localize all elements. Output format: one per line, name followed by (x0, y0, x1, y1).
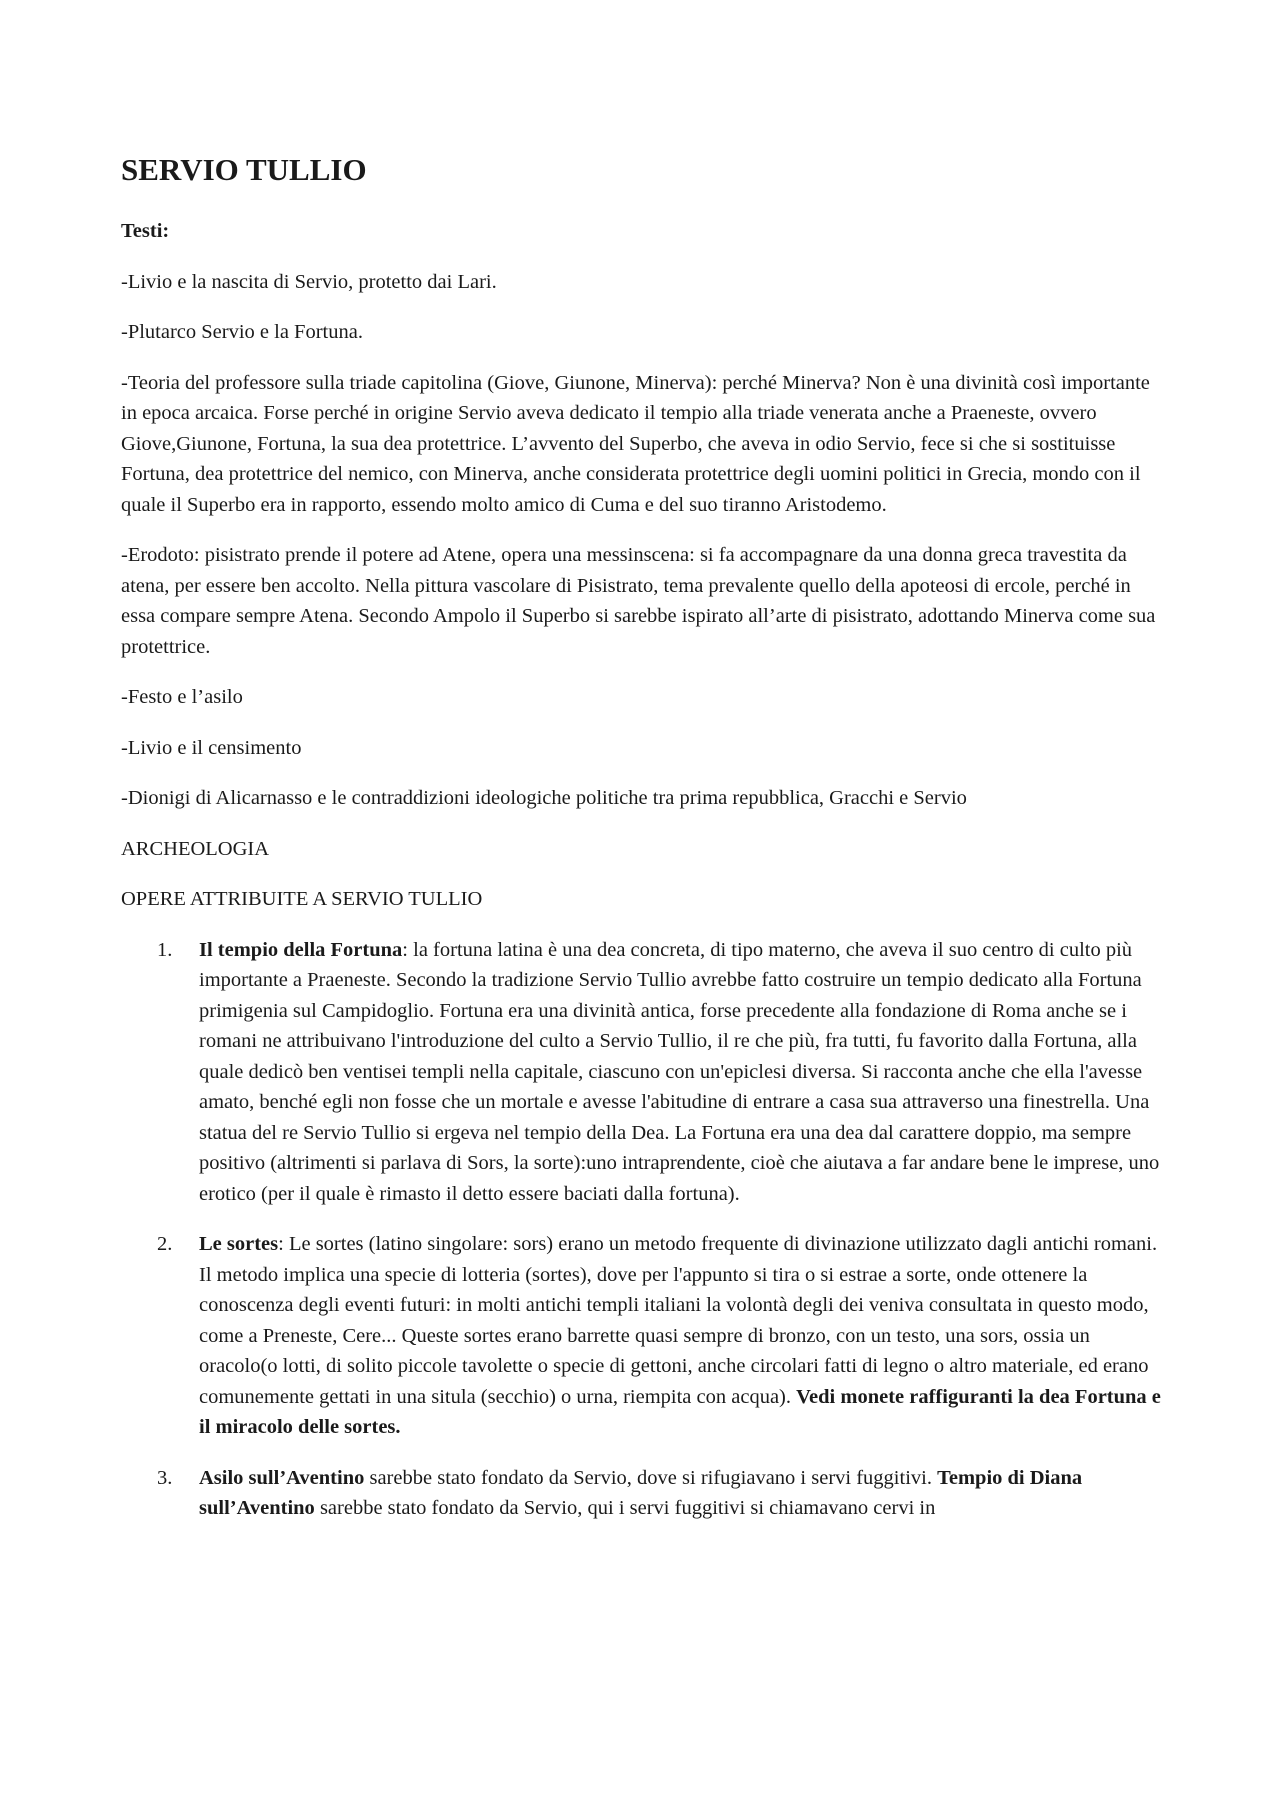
list-number: 1. (157, 938, 173, 961)
paragraph-teoria-triade: -Teoria del professore sulla triade capitolina (Giove, Giunone, Minerva): perché Minerva? Non è una divinità così importante in epoca arcaica. Forse perché in origine Servio aveva dedicato il tempio alla triade venerata anche a Praeneste, ovvero Giove,Giunone, Fortuna, la sua dea protettrice. L’avvento del Superbo, che aveva in odio Servio, fece si che si sostituisse Fortuna, dea protettrice del nemico, con Minerva, anche considerata protettrice degli uomini politici in Grecia, mondo con il quale il Superbo era in rapporto, essendo molto amico di Cuma e del suo tiranno Aristodemo. (121, 371, 1150, 516)
paragraph-erodoto: -Erodoto: pisistrato prende il potere ad Atene, opera una messinscena: si fa accompagnare da una donna greca travestita da atena, per essere ben accolto. Nella pittura vascolare di Pisistrato, tema prevalente quello della apoteosi di ercole, perché in essa compare sempre Atena. Secondo Ampolo il Superbo si sarebbe ispirato all’arte di pisistrato, adottando Minerva come sua protettrice. (121, 544, 1156, 658)
archeologia-heading: ARCHEOLOGIA (121, 837, 270, 860)
document-page (121, 150, 1163, 1544)
list-item-bold-mid: Tempio di Diana sull’Aventino (199, 1466, 1083, 1519)
list-item-lead: Il tempio della Fortuna (199, 938, 403, 961)
list-item-text: : la fortuna latina è una dea concreta, di tipo materno, che aveva il suo centro di culto più importante a Praeneste. Secondo la tradizione Servio Tullio avrebbe fatto costruire un tempio dedicato alla Fortuna primigenia sul Campidoglio. Fortuna era una divinità antica, forse precedente alla fondazione di Roma anche se i romani ne attribuivano l'introduzione del culto a Servio Tullio, il re che più, fra tutti, fu favorito dalla Fortuna, alla quale dedicò ben ventisei templi nella capitale, ciascuno con un'epiclesi diversa. Si racconta anche che ella l'avesse amato, benché egli non fosse che un mortale e avesse l'abitudine di entrare a casa sua attraverso una finestrella. Una statua del re Servio Tullio si ergeva nel tempio della Dea. La Fortuna era una dea dal carattere doppio, ma sempre positivo (altrimenti si parlava di Sors, la sorte):uno intraprendente, cioè che aiutava a far andare bene le imprese, uno erotico (per il quale è rimasto il detto essere baciati dalla fortuna). (199, 938, 1160, 1205)
paragraph-plutarco: -Plutarco Servio e la Fortuna. (121, 321, 363, 343)
paragraph-livio-nascita: -Livio e la nascita di Servio, protetto dai Lari. (121, 270, 497, 293)
paragraph-dionigi: -Dionigi di Alicarnasso e le contraddizioni ideologiche politiche tra prima repubblica, Gracchi e Servio (121, 787, 967, 809)
list-item-bold-tail: Vedi monete raffiguranti la dea Fortuna e il miracolo delle sortes. (199, 1385, 1161, 1438)
list-item-lead: Asilo sull’Aventino (199, 1466, 365, 1489)
document-title: SERVIO TULLIO (121, 152, 367, 187)
opere-list (121, 935, 1163, 1524)
list-item-text: : Le sortes (latino singolare: sors) erano un metodo frequente di divinazione utilizzato dagli antichi romani. Il metodo implica una specie di lotteria (sortes), dove per l'appunto si tira o si estrae a sorte, onde ottenere la conoscenza degli eventi futuri: in molti antichi templi italiani la volontà degli dei veniva consultata in questo modo, come a Preneste, Cere... Queste sortes erano barrette quasi sempre di bronzo, con un testo, una sors, ossia un oracolo(o lotti, di solito piccole tavolette o specie di gettoni, anche circolari fatti di legno o altro materiale, ed erano comunemente gettati in una situla (secchio) o urna, riempita con acqua). (199, 1233, 1158, 1408)
opere-heading: OPERE ATTRIBUITE A SERVIO TULLIO (121, 888, 483, 910)
paragraph-festo-asilo: -Festo e l’asilo (121, 686, 243, 708)
paragraph-livio-censimento: -Livio e il censimento (121, 736, 302, 759)
list-item-sortes (121, 1229, 1163, 1443)
list-item-text-continued: sarebbe stato fondato da Servio, qui i servi fuggitivi si chiamavano cervi in (314, 1497, 936, 1519)
list-item-asilo-aventino (121, 1463, 1163, 1524)
list-number: 3. (157, 1466, 173, 1489)
list-item-text: sarebbe stato fondato da Servio, dove si rifugiavano i servi fuggitivi. (364, 1466, 938, 1489)
testi-heading: Testi: (121, 220, 170, 242)
list-item-lead: Le sortes (199, 1233, 279, 1255)
list-item-tempio-fortuna (121, 935, 1163, 1210)
list-number: 2. (157, 1233, 173, 1255)
